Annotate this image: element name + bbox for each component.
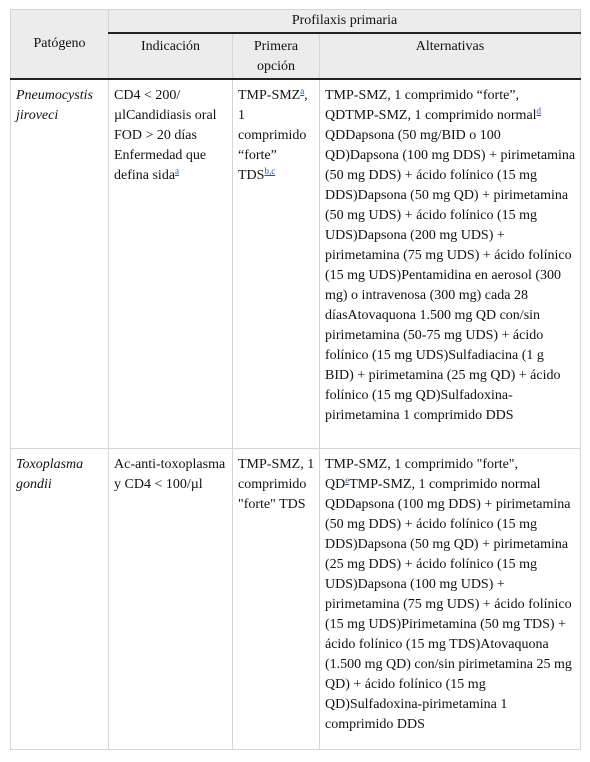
footnote-link-d[interactable]: d: [536, 106, 542, 116]
indication-cell: Ac-anti-toxoplasma y CD4 < 100/µl: [109, 449, 233, 750]
indication-cell: [109, 79, 233, 449]
header-pathogen: Patógeno: [11, 10, 109, 80]
footnote-link-bc[interactable]: b,c: [264, 166, 276, 176]
footnote-link-a[interactable]: a: [300, 86, 305, 96]
table-row: [11, 79, 581, 449]
indication-text: CD4 < 200/µlCandidiasis oral FOD > 20 días Enfermedad que defina sida: [114, 88, 217, 183]
header-indication: Indicación: [109, 33, 233, 79]
first-option-text: TMP-SMZ: [238, 88, 301, 103]
alternatives-text: TMP-SMZ, 1 comprimido “forte”, QDTMP-SMZ, 1 comprimido normal: [325, 88, 537, 123]
table-row: [11, 449, 581, 750]
first-option-cell: [233, 79, 320, 449]
alternatives-cell: [320, 449, 581, 750]
first-option-text-cont: , 1 comprimido “forte” TDS: [238, 88, 308, 183]
alternatives-text: TMP-SMZ, 1 comprimido "forte", QD: [325, 457, 519, 492]
footnote-link-a[interactable]: a: [175, 166, 180, 176]
header-primary-prophylaxis: Profilaxis primaria: [109, 10, 581, 34]
pathogen-cell: Toxoplasma gondii: [11, 449, 109, 750]
first-option-cell: TMP-SMZ, 1 comprimido "forte" TDS: [233, 449, 320, 750]
alternatives-text-cont: TMP-SMZ, 1 comprimido normal QDDapsona (100 mg DDS) + pirimetamina (50 mg DDS) + ácido folínico (15 mg DDS)Dapsona (50 mg QD) + pirimetamina (25 mg DDS) + ácido folínico (15 mg UDS)Dapsona (100 mg UDS) + pirimetamina (75 mg UDS) + ácido folínico (15 mg UDS)Pirimetamina (50 mg TDS) + ácido folínico (15 mg TDS)Atovaquona (1.500 mg QD) con/sin pirimetamina 25 mg QD) + ácido folínico (15 mg QD)Sulfadoxina-pirimetamina 1 comprimido DDS: [325, 477, 572, 732]
alternatives-cell: [320, 79, 581, 449]
header-first-option: Primera opción: [233, 33, 320, 79]
footnote-link-e[interactable]: e: [345, 475, 350, 485]
alternatives-text-cont: QDDapsona (50 mg/BID o 100 QD)Dapsona (100 mg DDS) + pirimetamina (50 mg DDS) + ácido folínico (15 mg DDS)Dapsona (50 mg QD) + pirimetamina (50 mg UDS) + ácido folínico (15 mg UDS)Dapsona (200 mg UDS) + pirimetamina (75 mg UDS) + ácido folínico (15 mg UDS)Pentamidina en aerosol (300 mg) o intravenosa (300 mg) cada 28 díasAtovaquona 1.500 mg QD con/sin pirimetamina (50-75 mg UDS) + ácido folínico (15 mg UDS)Sulfadiacina (1 g BID) + pirimetamina (25 mg QD) + ácido folínico (15 mg QD)Sulfadoxina-pirimetamina 1 comprimido DDS: [325, 128, 576, 423]
header-alternatives: Alternativas: [320, 33, 581, 79]
prophylaxis-table: [10, 9, 581, 750]
pathogen-cell: Pneumocystis jiroveci: [11, 79, 109, 449]
